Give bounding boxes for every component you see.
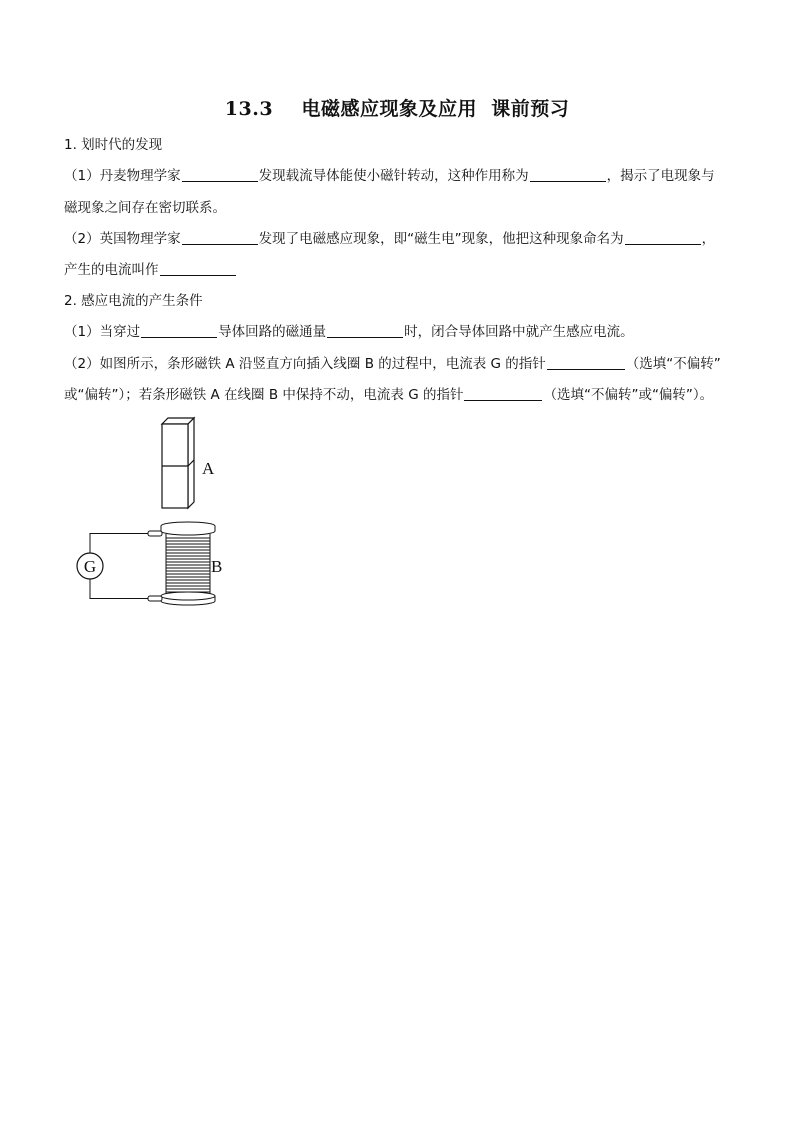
q1-2-text-c: ， — [701, 231, 716, 247]
question-1-2-line-1 — [64, 229, 715, 249]
galvanometer-g — [77, 553, 103, 579]
coil-b — [148, 522, 215, 605]
question-2-1-line-1 — [64, 322, 634, 342]
answer-blank-phenomenon-name[interactable] — [625, 230, 701, 245]
q2-2-text-b: （选填“不偏转” — [625, 356, 721, 372]
q1-2-text-a: （2）英国物理学家 — [64, 231, 181, 247]
magnet-label: A — [202, 459, 215, 478]
answer-blank-danish-physicist[interactable] — [182, 167, 258, 182]
q2-2-text-d: （选填“不偏转”或“偏转”）。 — [543, 387, 714, 403]
answer-blank-flux-change[interactable] — [327, 323, 403, 338]
question-1-1-line-1 — [64, 166, 715, 186]
question-1-2-line-2 — [64, 260, 237, 280]
answer-blank-effect-name[interactable] — [530, 167, 606, 182]
q2-1-text-a: （1）当穿过 — [64, 324, 141, 340]
meter-label: G — [83, 557, 97, 576]
answer-blank-pointer-inserting[interactable] — [547, 355, 625, 370]
q1-2-text-d: 产生的电流叫作 — [64, 262, 159, 278]
question-2-2-line-1 — [64, 354, 721, 374]
q2-2-text-a: （2）如图所示，条形磁铁 A 沿竖直方向插入线圈 B 的过程中，电流表 G 的指针 — [64, 356, 546, 372]
answer-blank-closed-loop[interactable] — [141, 323, 217, 338]
section-1-heading: 1. 划时代的发现 — [64, 137, 163, 153]
q2-2-text-c: 或“偏转”）；若条形磁铁 A 在线圈 B 中保持不动，电流表 G 的指针 — [64, 387, 464, 403]
q2-1-text-b: 导体回路的磁通量 — [218, 324, 327, 340]
q1-1-text-c: ，揭示了电现象与 — [606, 168, 715, 184]
induction-diagram — [64, 414, 244, 614]
coil-label: B — [211, 557, 223, 576]
induction-diagram-svg — [64, 414, 244, 614]
q1-2-text-b: 发现了电磁感应现象，即“磁生电”现象，他把这种现象命名为 — [258, 231, 624, 247]
question-2-2-line-2 — [64, 385, 713, 405]
q2-1-text-c: 时，闭合导体回路中就产生感应电流。 — [404, 324, 634, 340]
answer-blank-british-physicist[interactable] — [182, 230, 258, 245]
question-1-1-line-2: 磁现象之间存在密切联系。 — [64, 200, 226, 216]
answer-blank-pointer-stationary[interactable] — [464, 386, 542, 401]
section-2-heading: 2. 感应电流的产生条件 — [64, 293, 203, 309]
answer-blank-current-name[interactable] — [160, 261, 236, 276]
q1-1-text-a: （1）丹麦物理学家 — [64, 168, 181, 184]
bar-magnet-a — [162, 418, 194, 508]
page-title: 13.3 电磁感应现象及应用 课前预习 — [224, 98, 570, 120]
q1-1-text-b: 发现载流导体能使小磁针转动，这种作用称为 — [258, 168, 529, 184]
